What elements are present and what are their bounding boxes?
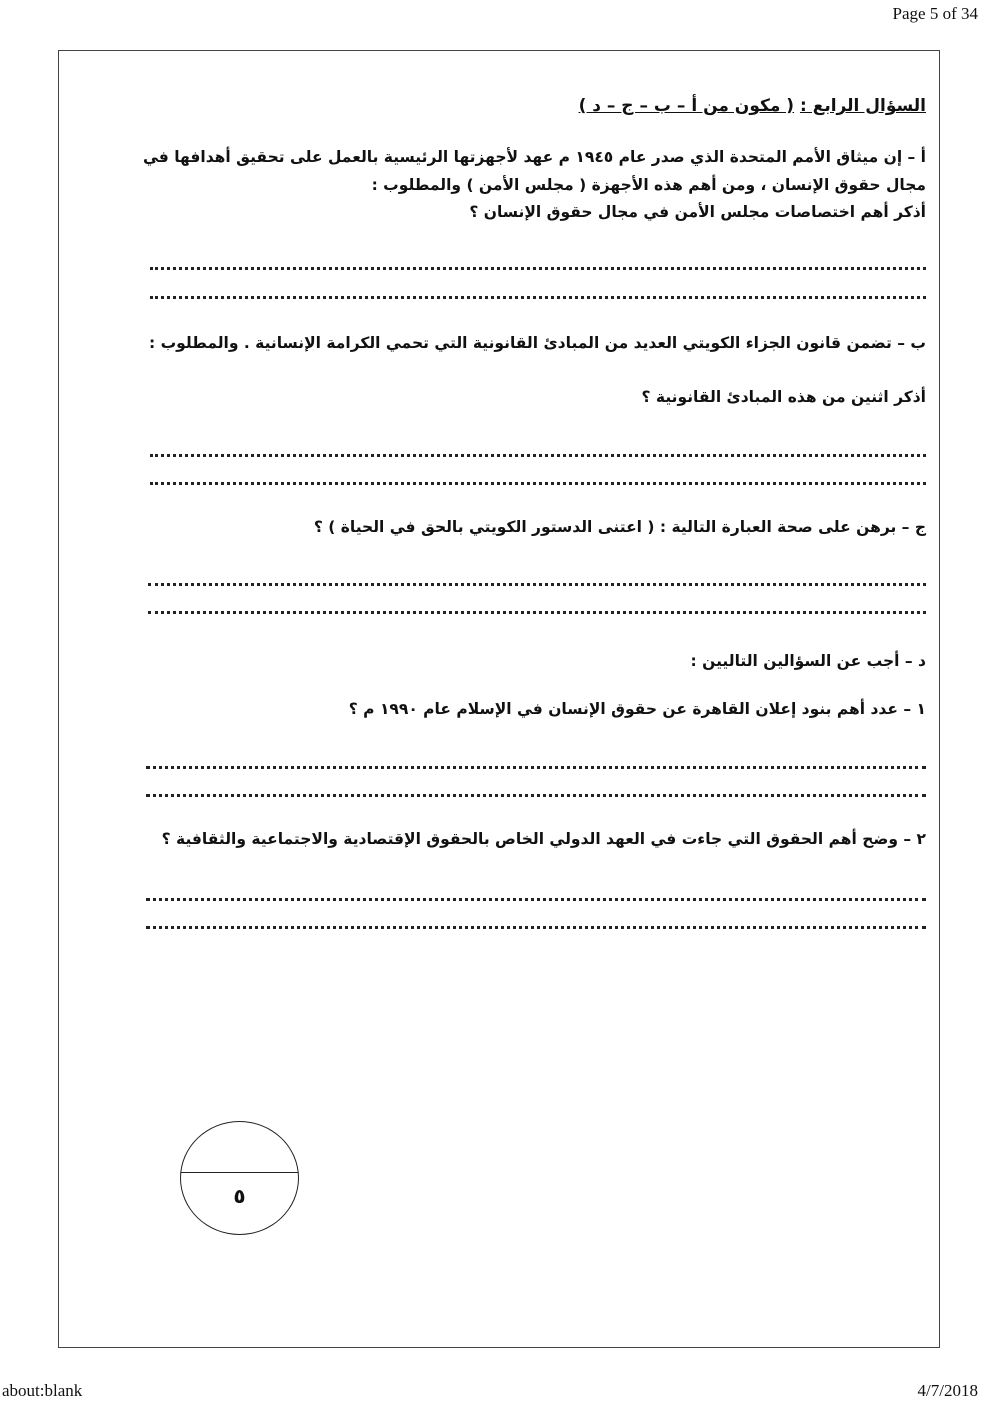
part-a-line-2: مجال حقوق الإنسان ، ومن أهم هذه الأجهزة ( مجلس الأمن ) والمطلوب : — [371, 176, 926, 194]
answer-line-c-2[interactable] — [148, 611, 926, 614]
question-title-label: السؤال الرابع : — [800, 96, 926, 116]
footer-url: about:blank — [2, 1381, 83, 1400]
score-value: ٥ — [233, 1184, 246, 1208]
footer-date: 4/7/2018 — [917, 1381, 978, 1400]
answer-line-d2-1[interactable] — [146, 898, 926, 901]
question-title-parts: ( مكون من أ – ب – ج – د ) — [578, 96, 795, 116]
answer-line-a-1[interactable] — [150, 267, 926, 270]
score-circle — [180, 1121, 299, 1235]
part-d-question-1: ١ – عدد أهم بنود إعلان القاهرة عن حقوق الإنسان في الإسلام عام ١٩٩٠ م ؟ — [348, 700, 926, 718]
answer-line-c-1[interactable] — [148, 583, 926, 586]
answer-line-b-2[interactable] — [150, 482, 926, 485]
part-b-line-1: ب – تضمن قانون الجزاء الكويتي العديد من المبادئ القانونية التي تحمي الكرامة الإنسانية . والمطلوب : — [149, 334, 926, 352]
part-d-question-2: ٢ – وضح أهم الحقوق التي جاءت في العهد الدولي الخاص بالحقوق الإقتصادية والاجتماعية والثقافية ؟ — [161, 830, 926, 848]
page-number: Page 5 of 34 — [892, 4, 978, 23]
part-d-intro: د – أجب عن السؤالين التاليين : — [690, 652, 926, 670]
part-a-line-3: أذكر أهم اختصاصات مجلس الأمن في مجال حقوق الإنسان ؟ — [469, 203, 926, 221]
answer-line-d1-1[interactable] — [146, 766, 926, 769]
answer-line-d2-2[interactable] — [146, 926, 926, 929]
part-c-line-1: ج – برهن على صحة العبارة التالية : ( اعتنى الدستور الكويتي بالحق في الحياة ) ؟ — [313, 518, 926, 536]
part-b-line-2: أذكر اثنين من هذه المبادئ القانونية ؟ — [641, 388, 926, 406]
part-a-line-1: أ – إن ميثاق الأمم المتحدة الذي صدر عام ١٩٤٥ م عهد لأجهزتها الرئيسية بالعمل على تحقيق أهدافها في — [142, 148, 926, 166]
answer-line-d1-2[interactable] — [146, 794, 926, 797]
question-title — [579, 96, 926, 116]
score-divider — [181, 1172, 298, 1173]
answer-line-b-1[interactable] — [150, 454, 926, 457]
answer-line-a-2[interactable] — [150, 296, 926, 299]
